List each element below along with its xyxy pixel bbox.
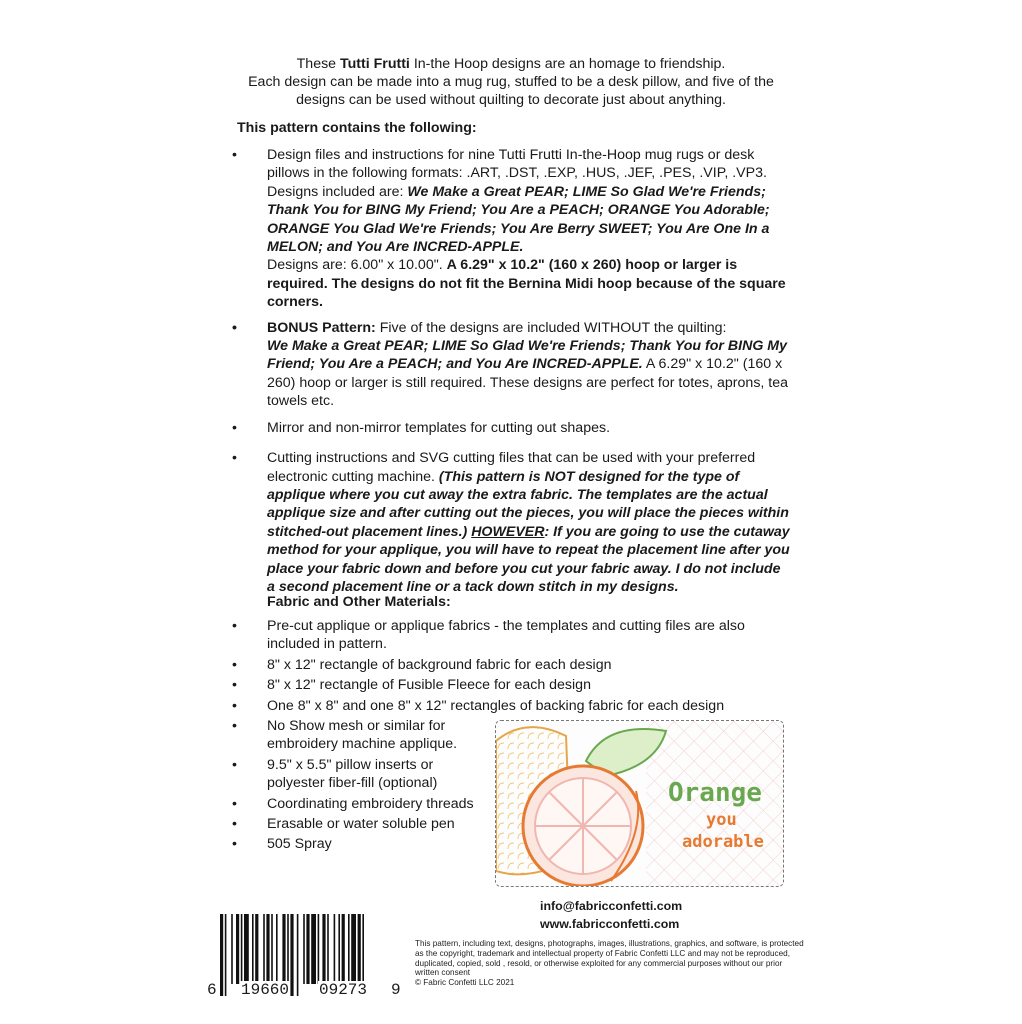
bullet: •	[232, 419, 237, 436]
bullet: •	[232, 147, 237, 163]
barcode-bar	[351, 914, 356, 984]
barcode-bar	[311, 914, 316, 984]
intro-paragraph	[200, 55, 822, 109]
barcode-bar	[244, 914, 249, 984]
materials-list-short	[232, 717, 492, 856]
barcode-bar	[338, 914, 340, 984]
barcode-bar	[287, 914, 289, 984]
bullet: •	[232, 319, 237, 336]
list-item: • Erasable or water soluble pen	[232, 816, 455, 833]
list-item: • Coordinating embroidery threads	[232, 795, 474, 812]
list-item: • 8" x 12" rectangle of background fabric for each design	[232, 656, 612, 673]
intro-line-2: Each design can be made into a mug rug, stuffed to be a desk pillow, and five of the	[248, 74, 774, 90]
bullet: •	[232, 450, 237, 467]
barcode-bar	[303, 914, 305, 984]
materials-list	[232, 617, 792, 717]
email-link[interactable]: info@fabricconfetti.com	[540, 899, 683, 913]
list-item: • 8" x 12" rectangle of Fusible Fleece for each design	[232, 677, 591, 694]
intro-line-1: These Tutti Frutti In-the Hoop designs are an homage to friendship.	[296, 56, 726, 72]
barcode-bar	[342, 914, 345, 984]
list-item-designs: • Design files and instructions for nine Tutti Frutti In-the-Hoop mug rugs or desk pillows in the following formats: .ART, .DST, .EXP, .HUS, .JEF, .PES, .VIP, .VP3. Designs included are: We Make a Great PEAR; LIME So Glad We're Friends; Thank You for BING My Friend; You Are a PEACH; ORANGE You Adorable; ORANGE You Glad We're Friends; You Are Berry SWEET; You Are One In a MELON; and You Are INCRED-APPLE. Designs are: 6.00" x 10.00". A 6.29" x 10.2" (160 x 260) hoop or larger is required. The designs do not fit the Bernina Midi hoop because of the square corners.	[232, 147, 786, 311]
barcode-bar	[306, 914, 309, 984]
barcode-bar	[322, 914, 325, 984]
barcode-bar	[266, 914, 269, 984]
orange-design-illustration	[496, 721, 783, 886]
list-item: • Pre-cut applique or applique fabrics - the templates and cutting files are also included in pattern.	[232, 618, 745, 653]
artwork-text-orange: Orange	[668, 778, 762, 808]
barcode-bar	[236, 914, 239, 984]
copyright-notice: This pattern, including text, designs, photographs, images, illustrations, graphics, and software, is protected as the copyright, trademark and intellectual property of Fabric Confetti LLC and may not be reproduced, duplicated, copied, sold , resold, or otherwise exploited for any commercial purposes without our prior written consent © Fabric Confetti LLC 2021	[415, 939, 804, 988]
barcode-bar	[252, 914, 254, 984]
barcode-bar	[327, 914, 329, 984]
artwork-text-adorable: adorable	[682, 832, 764, 852]
barcode-bar	[318, 914, 320, 984]
list-item: • No Show mesh or similar for embroidery machine applique.	[232, 718, 458, 753]
list-item-mirror: • Mirror and non-mirror templates for cutting out shapes.	[232, 419, 611, 436]
barcode-bar	[255, 914, 258, 984]
website-link[interactable]: www.fabricconfetti.com	[540, 917, 680, 931]
barcode-bar	[334, 914, 336, 984]
barcode-bar	[271, 914, 273, 984]
barcode-bar	[241, 914, 243, 984]
barcode-bar	[282, 914, 285, 984]
contents-list	[232, 146, 792, 596]
list-item-bonus: • BONUS Pattern: Five of the designs are included WITHOUT the quilting: We Make a Great PEAR; LIME So Glad We're Friends; Thank You for BING My Friend; You Are a PEACH; and You Are INCRED-APPLE. A 6.29" x 10.2" (160 x 260) hoop or larger is still required. These designs are perfect for totes, aprons, tea towels etc.	[232, 319, 789, 410]
list-item: • 9.5" x 5.5" pillow inserts or polyester fiber-fill (optional)	[232, 756, 438, 792]
contents-heading: This pattern contains the following:	[237, 120, 477, 136]
intro-line-3: designs can be used without quilting to decorate just about anything.	[296, 92, 726, 108]
contact-info	[540, 897, 682, 933]
list-item: • One 8" x 8" and one 8" x 12" rectangles of backing fabric for each design	[232, 697, 725, 714]
barcode-bar	[276, 914, 278, 984]
orange-design-photo	[495, 720, 784, 887]
barcode-digits: 6 19660 09273 9	[207, 981, 401, 999]
list-item-cutting: • Cutting instructions and SVG cutting files that can be used with your preferred electronic cutting machine. (This pattern is NOT designed for the type of applique where you cut away the extra fabric. The templates are the actual applique size and after cutting out the pieces, you will place the pieces within stitched-out placement lines.) HOWEVER: If you are going to use the cutaway method for your applique, you will have to repeat the placement line after you place your fabric down and before you cut your fabric away. I do not include a second placement line or a tack down stitch in my designs.	[232, 450, 790, 595]
materials-heading: Fabric and Other Materials:	[267, 594, 451, 610]
artwork-text-you: you	[706, 810, 737, 830]
barcode-bar	[348, 914, 350, 984]
barcode-bar	[263, 914, 265, 984]
list-item: • 505 Spray	[232, 836, 332, 853]
barcode-bar	[231, 914, 233, 984]
